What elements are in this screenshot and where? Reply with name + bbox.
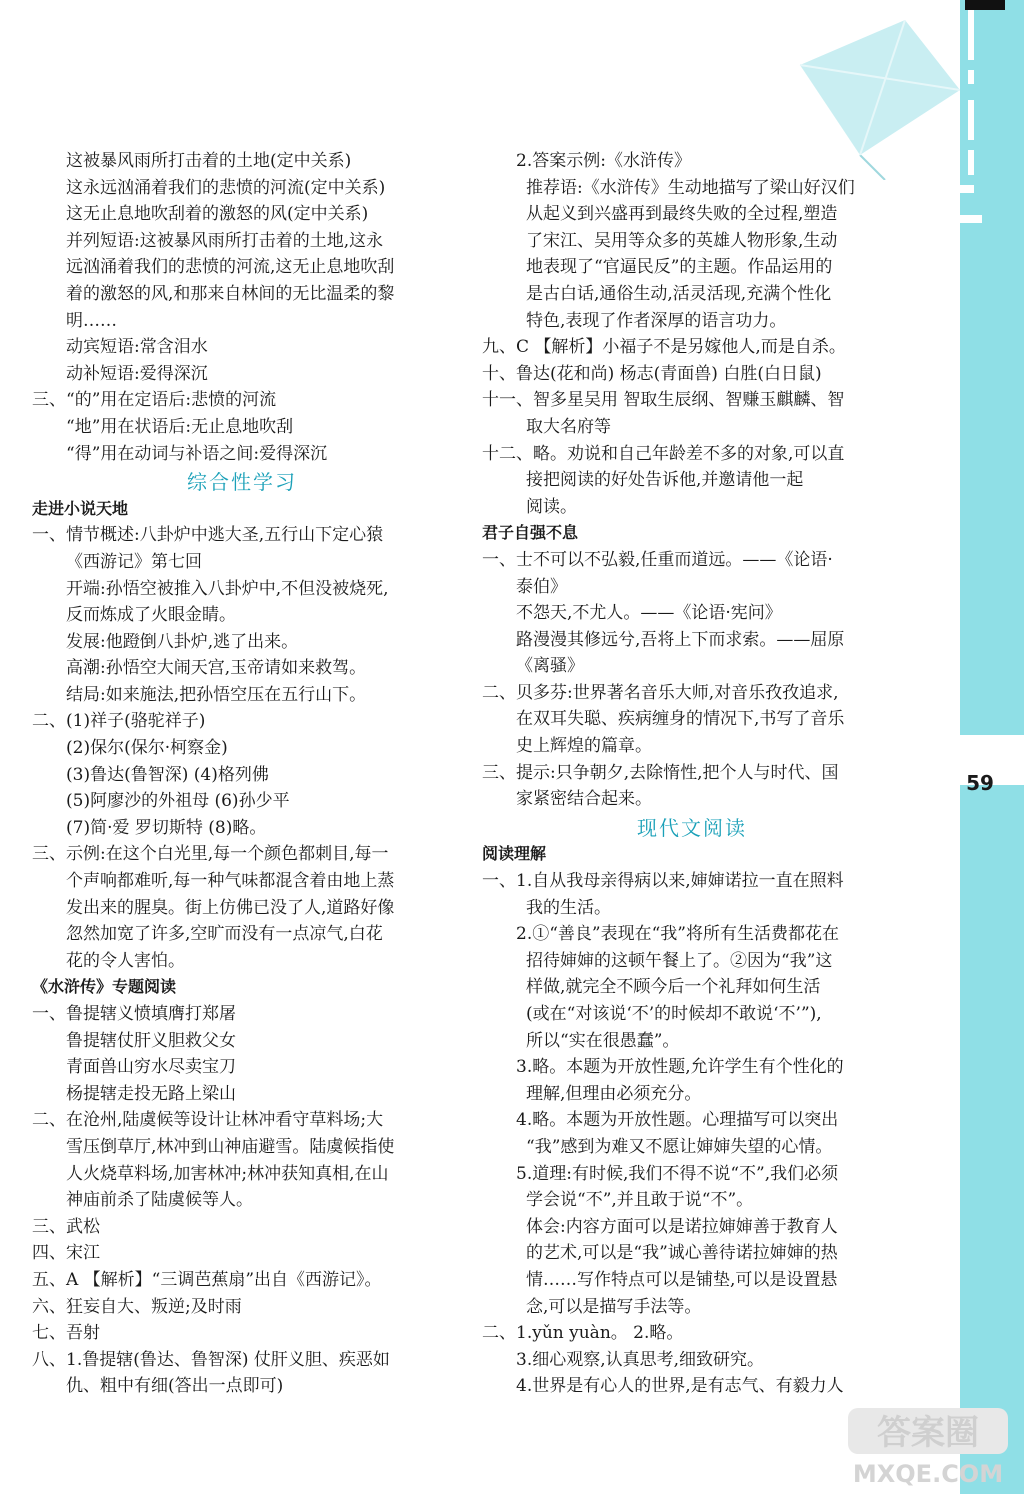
watermark-logo <box>840 1400 1020 1490</box>
text-line: 花的令人害怕。 <box>66 950 185 971</box>
text-line: 个声响都难听,每一种气味都混含着由地上蒸 <box>66 871 395 892</box>
text-line: 人火烧草料场,加害林冲;林冲获知真相,在山 <box>66 1163 389 1184</box>
answer-subitem: 2.①“善良”表现在“我”将所有生活费都花在 <box>516 924 839 945</box>
text-line: 招待婶婶的这顿午餐上了。②因为“我”这 <box>526 950 833 971</box>
text-line: 取大名府等 <box>526 416 611 437</box>
text-line: 念,可以是描写手法等。 <box>526 1296 702 1317</box>
subsection-title: 阅读理解 <box>482 844 547 864</box>
text-line: 特色,表现了作者深厚的语言功力。 <box>526 310 787 331</box>
text-line: 这被暴风雨所打击着的土地(定中关系) <box>66 151 352 171</box>
text-line: 杨提辖走投无路上梁山 <box>66 1083 236 1104</box>
text-line: 地表现了“官逼民反”的主题。作品运用的 <box>526 257 833 278</box>
answer-item: 六、狂妄自大、叛逆;及时雨 <box>32 1296 242 1317</box>
page-number: 59 <box>966 771 994 795</box>
answer-item-2: 二、在沧州,陆虞候等设计让林冲看守草料场;大 <box>32 1110 384 1131</box>
text-line: “地”用在状语后:无止息地吹刮 <box>66 416 294 437</box>
text-line: 并列短语:这被暴风雨所打击着的土地,这永 <box>66 230 384 251</box>
text-line: 样做,就完全不顾今后一个礼拜如何生活 <box>526 977 821 998</box>
answer-item-1: 一、士不可以不弘毅,任重而道远。——《论语· <box>482 549 833 570</box>
text-line: 鲁提辖仗肝义胆救父女 <box>66 1030 236 1051</box>
answer-item: 七、吾射 <box>32 1323 100 1344</box>
subsection-title: 走进小说天地 <box>32 498 129 518</box>
text-line: 动宾短语:常含泪水 <box>66 337 208 358</box>
text-line: 情……写作特点可以是铺垫,可以是设置悬 <box>526 1269 838 1290</box>
text-line: 高潮:孙悟空大闹天宫,玉帝请如来救驾。 <box>66 658 367 679</box>
text-line: 在双耳失聪、疾病缠身的情况下,书写了音乐 <box>516 709 845 730</box>
subsection-title: 君子自强不息 <box>482 523 579 543</box>
answer-item-1: 一、鲁提辖义愤填膺打郑屠 <box>32 1004 236 1024</box>
svg-text:MXQE.COM: MXQE.COM <box>852 1460 1004 1488</box>
text-line: 所以“实在很愚蠢”。 <box>526 1030 680 1051</box>
text-line: (7)简·爱 罗切斯特 (8)略。 <box>66 817 267 838</box>
side-color-band-bottom <box>960 785 1024 1494</box>
answer-subitem: 5.道理:有时候,我们不得不说“不”,我们必须 <box>516 1163 839 1184</box>
text-line: 明…… <box>66 310 117 331</box>
answer-item-2: 二、1.yǔn yuàn。 2.略。 <box>482 1323 684 1344</box>
text-line: (或在“对该说‘不’的时候却不敢说‘不’”), <box>526 1004 822 1024</box>
text-line: 理解,但理由必须充分。 <box>526 1083 702 1104</box>
answer-item-11: 十一、智多星吴用 智取生辰纲、智赚玉麒麟、智 <box>482 390 845 411</box>
text-line: 这无止息地吹刮着的激怒的风(定中关系) <box>66 204 369 225</box>
text-line: (5)阿廖沙的外祖母 (6)孙少平 <box>66 791 290 812</box>
text-line: 阅读。 <box>526 496 577 517</box>
text-line: 推荐语:《水浒传》生动地描写了梁山好汉们 <box>526 177 855 198</box>
text-line: 学会说“不”,并且敢于说“不”。 <box>526 1190 754 1211</box>
text-line: 仇、粗中有细(答出一点即可) <box>66 1376 284 1397</box>
answer-item: 五、A 【解析】“三调芭蕉扇”出自《西游记》。 <box>32 1269 382 1290</box>
answer-item-8: 八、1.鲁提辖(鲁达、鲁智深) 仗肝义胆、疾恶如 <box>32 1349 390 1370</box>
answer-item-2: 二、贝多芬:世界著名音乐大师,对音乐孜孜追求, <box>482 682 839 703</box>
text-line: “得”用在动词与补语之间:爱得深沉 <box>66 443 328 464</box>
text-line: 不怨天,不尤人。——《论语·宪问》 <box>516 603 782 624</box>
text-line: 发展:他蹬倒八卦炉,逃了出来。 <box>66 631 299 652</box>
text-line: 路漫漫其修远兮,吾将上下而求索。——屈原 <box>516 629 845 650</box>
text-line: 青面兽山穷水尽卖宝刀 <box>66 1057 236 1078</box>
answer-item: 三、武松 <box>32 1216 100 1237</box>
text-line: 远汹涌着我们的悲愤的河流,这无止息地吹刮 <box>66 257 395 278</box>
text-line: 家紧密结合起来。 <box>516 789 652 810</box>
text-line: 动补短语:爱得深沉 <box>66 363 208 384</box>
text-line: 发出来的腥臭。街上仿佛已没了人,道路好像 <box>66 897 395 918</box>
text-line: 接把阅读的好处告诉他,并邀请他一起 <box>526 470 804 491</box>
side-color-band-top <box>960 0 1024 735</box>
top-edge-mark <box>965 0 1005 10</box>
right-column <box>482 148 902 1400</box>
text-line: “我”感到为难又不愿让婶婶失望的心情。 <box>526 1136 833 1157</box>
answer-item-12: 十二、略。劝说和自己年龄差不多的对象,可以直 <box>482 443 845 464</box>
section-title-modern-reading: 现代文阅读 <box>637 815 747 840</box>
text-line: 《西游记》第七回 <box>66 551 202 572</box>
text-line: 泰伯》 <box>516 576 567 597</box>
answer-item-1: 一、1.自从我母亲得病以来,婶婶诺拉一直在照料 <box>482 871 844 892</box>
answer-item-9: 九、C 【解析】小福子不是另嫁他人,而是自杀。 <box>482 337 846 358</box>
answer-subitem: 3.略。本题为开放性题,允许学生有个性化的 <box>516 1057 844 1078</box>
text-line: 开端:孙悟空被推入八卦炉中,不但没被烧死, <box>66 578 389 599</box>
answer-subitem: 3.细心观察,认真思考,细致研究。 <box>516 1349 765 1370</box>
text-line: (2)保尔(保尔·柯察金) <box>66 738 228 759</box>
answer-subitem: 2.答案示例:《水浒传》 <box>516 151 691 171</box>
text-line: 反而炼成了火眼金睛。 <box>66 605 236 626</box>
section-title-comprehensive-learning: 综合性学习 <box>187 470 297 495</box>
answer-subitem: 4.略。本题为开放性题。心理描写可以突出 <box>516 1110 839 1131</box>
svg-text:答案圈: 答案圈 <box>877 1413 979 1453</box>
left-column <box>32 148 452 1400</box>
text-line: 是古白话,通俗生动,活灵活现,充满个性化 <box>526 283 832 304</box>
text-line: 雪压倒草厅,林冲到山神庙避雪。陆虞候指使 <box>66 1136 395 1157</box>
text-line: 从起义到兴盛再到最终失败的全过程,塑造 <box>526 204 838 225</box>
subsection-title: 《水浒传》专题阅读 <box>32 977 177 997</box>
text-line: 结局:如来施法,把孙悟空压在五行山下。 <box>66 684 367 705</box>
answer-item-10: 十、鲁达(花和尚) 杨志(青面兽) 白胜(白日鼠) <box>482 363 822 384</box>
text-line: 了宋江、吴用等众多的英雄人物形象,生动 <box>526 230 838 251</box>
text-line: 史上辉煌的篇章。 <box>516 736 652 757</box>
text-line: 《离骚》 <box>516 656 584 677</box>
text-line: 的艺术,可以是“我”诚心善待诺拉婶婶的热 <box>526 1243 838 1264</box>
text-line: 着的激怒的风,和那来自林间的无比温柔的黎 <box>66 283 395 304</box>
answer-item-1: 一、情节概述:八卦炉中逃大圣,五行山下定心猿 <box>32 525 384 546</box>
text-line: 我的生活。 <box>526 897 611 918</box>
text-line: 神庙前杀了陆虞候等人。 <box>66 1190 253 1211</box>
text-line: (3)鲁达(鲁智深) (4)格列佛 <box>66 764 269 785</box>
text-line: 忽然加宽了许多,空旷而没有一点凉气,白花 <box>66 924 383 945</box>
answer-item-3: 三、示例:在这个白光里,每一个颜色都刺目,每一 <box>32 844 389 865</box>
answer-item-3: 三、提示:只争朝夕,去除惰性,把个人与时代、国 <box>482 762 839 783</box>
answer-subitem: 4.世界是有心人的世界,是有志气、有毅力人 <box>516 1376 844 1397</box>
answer-item-3: 三、“的”用在定语后:悲愤的河流 <box>32 390 277 411</box>
answer-item: 四、宋江 <box>32 1243 100 1264</box>
text-line: 体会:内容方面可以是诺拉婶婶善于教育人 <box>526 1216 838 1237</box>
text-line: 这永远汹涌着我们的悲愤的河流(定中关系) <box>66 177 386 198</box>
answer-item-2: 二、(1)祥子(骆驼祥子) <box>32 711 206 732</box>
